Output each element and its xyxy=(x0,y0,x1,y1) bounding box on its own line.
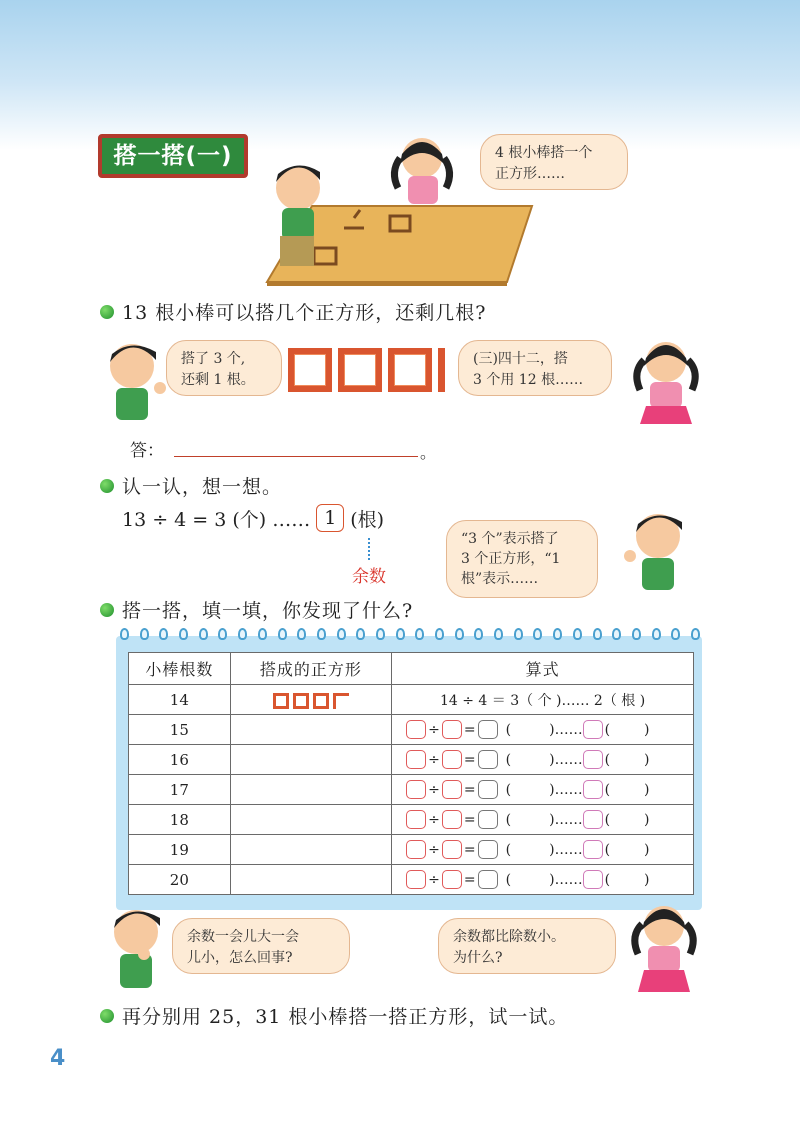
divide-sign: ÷ xyxy=(428,721,440,738)
ellipsis: …… xyxy=(554,721,583,738)
stick-count-cell: 20 xyxy=(129,865,231,895)
ring-icon xyxy=(652,628,661,640)
ring-icon xyxy=(159,628,168,640)
quotient-box[interactable] xyxy=(478,750,498,769)
remainder-box[interactable] xyxy=(583,720,603,739)
bubble-line: 4 根小棒搭一个 xyxy=(495,145,593,161)
paren-open: ( xyxy=(505,751,512,768)
dividend-box[interactable] xyxy=(406,750,426,769)
paren-close: ) xyxy=(549,871,555,888)
ring-icon xyxy=(396,628,405,640)
section-title: 搭一搭(一) xyxy=(98,134,248,178)
sky-background xyxy=(0,0,800,150)
divide-sign: ÷ xyxy=(428,841,440,858)
table-row xyxy=(129,865,694,895)
remainder-box[interactable] xyxy=(583,870,603,889)
squares-cell[interactable] xyxy=(230,865,391,895)
paren-close: ) xyxy=(549,721,555,738)
squares-cell[interactable] xyxy=(230,715,391,745)
dividend-box[interactable] xyxy=(406,780,426,799)
ring-icon xyxy=(671,628,680,640)
formula-cell xyxy=(392,775,694,805)
girl-standing-illustration xyxy=(624,900,700,996)
bubble-line: 正方形…… xyxy=(495,166,565,182)
dividend-box[interactable] xyxy=(406,720,426,739)
squares-cell[interactable] xyxy=(230,745,391,775)
ring-icon xyxy=(553,628,562,640)
boy-wondering-illustration xyxy=(108,904,174,992)
paren-close: ) xyxy=(644,841,650,858)
formula-cell xyxy=(392,715,694,745)
ring-icon xyxy=(435,628,444,640)
stick-square xyxy=(288,348,332,392)
question-1-text: 13 根小棒可以搭几个正方形，还剩几根? xyxy=(122,302,487,324)
paren-open: ( xyxy=(505,811,512,828)
table-header-row xyxy=(129,653,694,685)
equals-sign: = xyxy=(463,841,476,858)
header-formula: 算式 xyxy=(392,653,694,685)
ring-icon xyxy=(533,628,542,640)
ring-icon xyxy=(297,628,306,640)
paren-open: ( xyxy=(505,871,512,888)
dividend-box[interactable] xyxy=(406,810,426,829)
ring-icon xyxy=(179,628,188,640)
ring-icon xyxy=(317,628,326,640)
formula-template xyxy=(392,720,693,739)
mini-square xyxy=(273,693,289,709)
question-2-text: 认一认，想一想。 xyxy=(122,476,283,498)
bubble-line: 3 个用 12 根…… xyxy=(473,372,584,388)
notebook-rings xyxy=(120,628,700,642)
squares-cell[interactable] xyxy=(230,775,391,805)
paren-close: ) xyxy=(549,751,555,768)
equals-sign: = xyxy=(463,811,476,828)
paren-close: ) xyxy=(549,781,555,798)
stick-square xyxy=(338,348,382,392)
divisor-box[interactable] xyxy=(442,810,462,829)
ring-icon xyxy=(140,628,149,640)
table-row xyxy=(129,715,694,745)
formula-template xyxy=(392,840,693,859)
divide-sign: ÷ xyxy=(428,751,440,768)
paren-open: ( xyxy=(505,721,512,738)
header-squares: 搭成的正方形 xyxy=(230,653,391,685)
formula-template xyxy=(392,780,693,799)
bubble-line: 搭了 3 个, xyxy=(181,351,246,367)
paren-close: ) xyxy=(644,721,650,738)
ring-icon xyxy=(199,628,208,640)
single-stick xyxy=(438,348,445,392)
divisor-box[interactable] xyxy=(442,720,462,739)
answer-input-line[interactable] xyxy=(174,456,418,457)
ring-icon xyxy=(593,628,602,640)
squares-cell[interactable] xyxy=(230,835,391,865)
dividend-box[interactable] xyxy=(406,840,426,859)
ellipsis: …… xyxy=(554,781,583,798)
paren-open: ( xyxy=(604,871,611,888)
ring-icon xyxy=(238,628,247,640)
ring-icon xyxy=(691,628,700,640)
mini-square xyxy=(293,693,309,709)
answer-period: 。 xyxy=(420,443,437,462)
division-equation xyxy=(122,504,384,532)
quotient-box[interactable] xyxy=(478,720,498,739)
remainder-label: 余数 xyxy=(352,567,386,587)
equals-sign: = xyxy=(463,721,476,738)
remainder-box[interactable] xyxy=(583,750,603,769)
formula-template xyxy=(392,870,693,889)
table-row xyxy=(129,685,694,715)
divide-sign: ÷ xyxy=(428,811,440,828)
table-row xyxy=(129,775,694,805)
formula-cell xyxy=(392,865,694,895)
table-row xyxy=(129,835,694,865)
equals-sign: = xyxy=(463,871,476,888)
paren-open: ( xyxy=(604,781,611,798)
formula-cell xyxy=(392,835,694,865)
question-4-text: 再分别用 25，31 根小棒搭一搭正方形，试一试。 xyxy=(122,1006,569,1028)
green-bullet-icon xyxy=(100,603,114,617)
stick-count-cell: 16 xyxy=(129,745,231,775)
ring-icon xyxy=(218,628,227,640)
paren-open: ( xyxy=(604,841,611,858)
remainder-box[interactable] xyxy=(583,780,603,799)
divisor-box[interactable] xyxy=(442,750,462,769)
bubble-line: 余数一会儿大一会 xyxy=(187,929,299,945)
stick-count-cell: 18 xyxy=(129,805,231,835)
stick-count-cell: 17 xyxy=(129,775,231,805)
question-4 xyxy=(100,1002,568,1029)
divisor-box[interactable] xyxy=(442,780,462,799)
ellipsis: …… xyxy=(554,811,583,828)
ring-icon xyxy=(573,628,582,640)
division-table xyxy=(128,652,694,895)
equation-right: (根) xyxy=(350,508,385,531)
ring-icon xyxy=(356,628,365,640)
formula-cell xyxy=(392,745,694,775)
stick-count-cell: 19 xyxy=(129,835,231,865)
ring-icon xyxy=(474,628,483,640)
ring-icon xyxy=(494,628,503,640)
bubble-line: “3 个”表示搭了 xyxy=(461,531,559,547)
mini-square xyxy=(313,693,329,709)
equals-sign: = xyxy=(463,781,476,798)
quotient-box[interactable] xyxy=(478,870,498,889)
paren-close: ) xyxy=(644,811,650,828)
paren-close: ) xyxy=(644,751,650,768)
remainder-box: 1 xyxy=(316,504,344,532)
question-3 xyxy=(100,596,413,623)
dividend-box[interactable] xyxy=(406,870,426,889)
green-bullet-icon xyxy=(100,479,114,493)
formula-cell xyxy=(392,805,694,835)
equation-left: 13 ÷ 4 = 3 (个) …… xyxy=(122,508,311,531)
formula-cell: 14 ÷ 4 ＝ 3（ 个 )…… 2（ 根 ) xyxy=(392,685,694,715)
paren-close: ) xyxy=(644,781,650,798)
ellipsis: …… xyxy=(554,841,583,858)
girl-speech-bubble-1 xyxy=(458,340,612,396)
paren-open: ( xyxy=(604,721,611,738)
ring-icon xyxy=(632,628,641,640)
intro-speech-bubble xyxy=(480,134,628,190)
girl-illustration xyxy=(626,336,702,428)
ring-icon xyxy=(514,628,523,640)
quotient-box[interactable] xyxy=(478,810,498,829)
remainder-box[interactable] xyxy=(583,810,603,829)
table-row xyxy=(129,745,694,775)
ring-icon xyxy=(612,628,621,640)
paren-close: ) xyxy=(549,841,555,858)
paren-close: ) xyxy=(549,811,555,828)
ring-icon xyxy=(278,628,287,640)
ring-icon xyxy=(120,628,129,640)
remainder-box[interactable] xyxy=(583,840,603,859)
divide-sign: ÷ xyxy=(428,871,440,888)
ring-icon xyxy=(376,628,385,640)
bubble-line: 儿小，怎么回事? xyxy=(187,950,293,966)
divide-sign: ÷ xyxy=(428,781,440,798)
bubble-line: 根”表示…… xyxy=(461,571,539,587)
bubble-line: 为什么? xyxy=(453,950,503,966)
paren-open: ( xyxy=(604,751,611,768)
stick-count-cell: 15 xyxy=(129,715,231,745)
bubble-line: 还剩 1 根。 xyxy=(181,372,255,388)
question-1 xyxy=(100,298,486,325)
ring-icon xyxy=(455,628,464,640)
ellipsis: …… xyxy=(554,751,583,768)
divisor-box[interactable] xyxy=(442,870,462,889)
equals-sign: = xyxy=(463,751,476,768)
remainder-pointer-line xyxy=(368,538,370,560)
bubble-line: 3 个正方形，“1 xyxy=(461,551,561,567)
paren-open: ( xyxy=(505,781,512,798)
green-bullet-icon xyxy=(100,1009,114,1023)
bubble-line: (三)四十二，搭 xyxy=(473,351,568,367)
formula-template xyxy=(392,810,693,829)
formula-template xyxy=(392,750,693,769)
green-bullet-icon xyxy=(100,305,114,319)
squares-cell xyxy=(230,685,391,715)
quotient-box[interactable] xyxy=(478,780,498,799)
boy-speech-bubble-1 xyxy=(166,340,282,396)
boy-speech-bubble-3 xyxy=(172,918,350,974)
partial-square xyxy=(333,693,349,709)
boy-speech-bubble-2 xyxy=(446,520,598,598)
boy-thinking-illustration xyxy=(620,508,688,596)
squares-cell[interactable] xyxy=(230,805,391,835)
ring-icon xyxy=(415,628,424,640)
girl-speech-bubble-2 xyxy=(438,918,616,974)
bubble-line: 余数都比除数小。 xyxy=(453,929,565,945)
paren-open: ( xyxy=(604,811,611,828)
question-2 xyxy=(100,472,282,499)
table-row xyxy=(129,805,694,835)
ellipsis: …… xyxy=(554,871,583,888)
answer-label: 答： xyxy=(130,441,164,461)
question-3-text: 搭一搭，填一填，你发现了什么? xyxy=(122,600,414,622)
ring-icon xyxy=(258,628,267,640)
divisor-box[interactable] xyxy=(442,840,462,859)
page-number: 4 xyxy=(50,1046,66,1071)
header-stick-count: 小棒根数 xyxy=(129,653,231,685)
paren-close: ) xyxy=(644,871,650,888)
stick-count-cell: 14 xyxy=(129,685,231,715)
boy-pointing-illustration xyxy=(104,338,168,424)
paren-open: ( xyxy=(505,841,512,858)
ring-icon xyxy=(337,628,346,640)
quotient-box[interactable] xyxy=(478,840,498,859)
stick-square xyxy=(388,348,432,392)
